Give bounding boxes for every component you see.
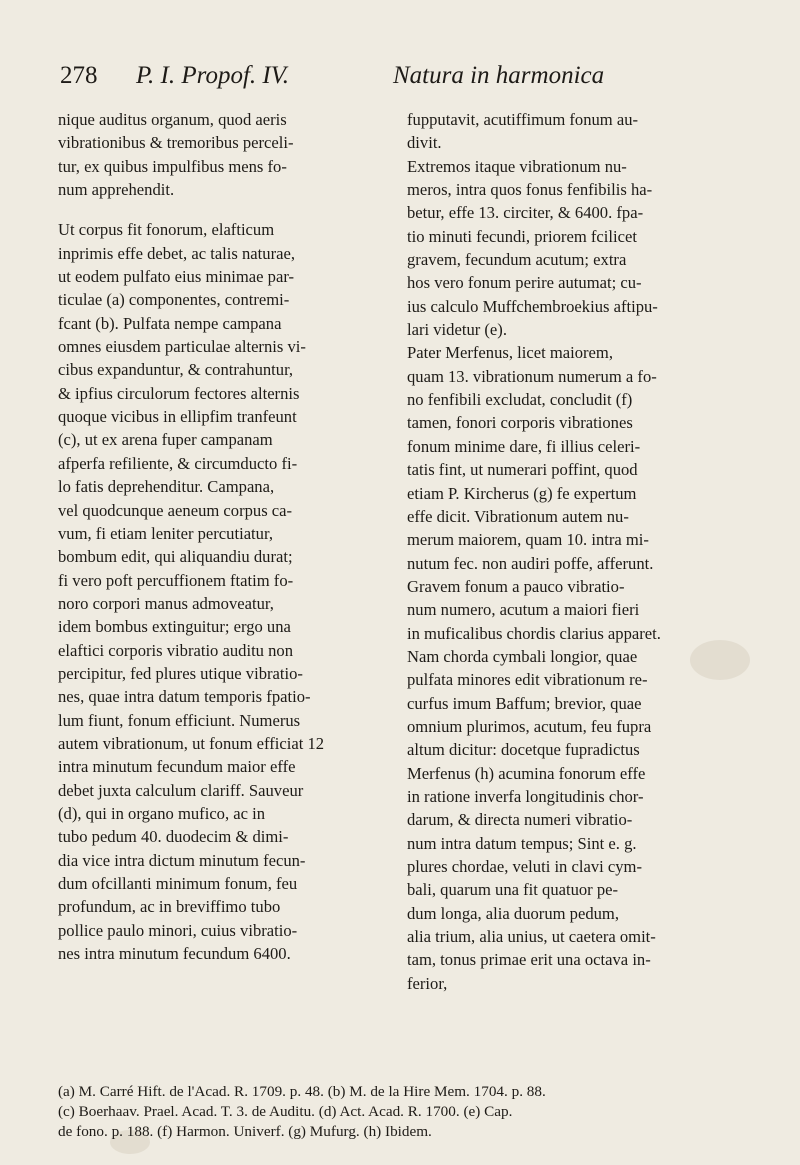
text-line: alia trium, alia unius, ut caetera omit- (407, 927, 656, 947)
text-line: Extremos itaque vibrationum nu- (407, 156, 627, 176)
text-line: in muficalibus chordis clarius apparet. (407, 623, 661, 643)
header-left-title: P. I. Propof. IV. (136, 62, 290, 89)
paragraph-gap (58, 201, 398, 218)
text-line: hos vero fonum perire autumat; cu- (407, 273, 642, 293)
text-line: afperfa refiliente, & circumducto fi- (58, 453, 298, 473)
text-line: (d), qui in organo mufico, ac in (58, 803, 266, 823)
text-line: lo fatis deprehenditur. Campana, (58, 477, 275, 497)
text-line: tam, tonus primae erit una octava in- (407, 950, 651, 970)
right-column (407, 108, 743, 995)
text-line: nutum fec. non audiri poffe, afferunt. (407, 553, 654, 573)
text-line: plures chordae, veluti in clavi cym- (407, 857, 642, 876)
text-line: meros, intra quos fonus fenfibilis ha- (407, 180, 653, 200)
text-line: divit. (407, 133, 442, 153)
text-line: ticulae (a) componentes, contremi- (58, 290, 290, 310)
text-line: noro corpori manus admoveatur, (58, 593, 274, 613)
text-line: cibus expanduntur, & contrahuntur, (58, 360, 294, 380)
text-line: omnes eiusdem particulae alternis vi- (58, 337, 306, 357)
text-line: bombum edit, qui aliquandiu durat; (58, 547, 293, 567)
text-line: dum longa, alia duorum pedum, (407, 903, 619, 923)
text-line: tur, ex quibus impulfibus mens fo- (58, 156, 287, 176)
text-line: fupputavit, acutiffimum fonum au- (407, 110, 639, 129)
text-line: bali, quarum una fit quatuor pe- (407, 880, 619, 900)
text-line: curfus imum Baffum; brevior, quae (407, 693, 642, 713)
header-right-title: Natura in harmonica (393, 62, 605, 89)
footnote-line: (c) Boerhaav. Prael. Acad. T. 3. de Auditu. (d) Act. Acad. R. 1700. (e) Cap. (58, 1103, 513, 1120)
text-line: debet juxta calculum clariff. Sauveur (58, 780, 304, 800)
text-line: num numero, acutum a maiori fieri (407, 600, 640, 620)
text-line: nes intra minutum fecundum 6400. (58, 944, 291, 964)
text-line: ut eodem pulfato eius minimae par- (58, 267, 295, 287)
text-line: etiam P. Kircherus (g) fe expertum (407, 483, 637, 503)
text-line: idem bombus extinguitur; ergo una (58, 617, 291, 637)
text-line: pulfata minores edit vibrationum re- (407, 670, 648, 690)
text-line: profundum, ac in breviffimo tubo (58, 897, 281, 917)
text-line: nique auditus organum, quod aeris (58, 110, 287, 129)
text-line: pollice paulo minori, cuius vibratio- (58, 920, 298, 940)
text-line: Nam chorda cymbali longior, quae (407, 646, 638, 666)
text-line: tamen, fonori corporis vibrationes (407, 413, 633, 433)
text-line: tio minuti fecundi, priorem fcilicet (407, 226, 637, 246)
text-line: dum ofcillanti minimum fonum, feu (58, 874, 298, 893)
text-line: Pater Merfenus, licet maiorem, (407, 343, 613, 363)
text-line: (c), ut ex arena fuper campanam (58, 430, 273, 450)
text-line: elaftici corporis vibratio auditu non (58, 640, 294, 660)
text-line: darum, & directa numeri vibratio- (407, 810, 633, 830)
text-line: num apprehendit. (58, 180, 175, 200)
footnotes (58, 1082, 778, 1142)
text-line: Gravem fonum a pauco vibratio- (407, 576, 625, 596)
text-line: omnium plurimos, acutum, feu fupra (407, 716, 652, 736)
text-line: quam 13. vibrationum numerum a fo- (407, 366, 657, 386)
text-line: fcant (b). Pulfata nempe campana (58, 313, 282, 333)
text-line: vum, fi etiam leniter percutiatur, (58, 523, 273, 543)
text-line: ferior, (407, 973, 448, 993)
text-line: num intra datum tempus; Sint e. g. (407, 833, 637, 853)
text-line: ius calculo Muffchembroekius aftipu- (407, 296, 658, 316)
text-line: tubo pedum 40. duodecim & dimi- (58, 827, 289, 847)
text-line: Merfenus (h) acumina fonorum effe (407, 763, 646, 783)
running-header (60, 62, 765, 94)
text-line: dia vice intra dictum minutum fecun- (58, 850, 306, 870)
text-line: effe dicit. Vibrationum autem nu- (407, 506, 629, 526)
text-line: & ipfius circulorum fectores alternis (58, 383, 300, 403)
text-line: betur, effe 13. circiter, & 6400. fpa- (407, 203, 644, 223)
text-line: lum fiunt, fonum efficiunt. Numerus (58, 710, 301, 730)
footnote-line: (a) M. Carré Hift. de l'Acad. R. 1709. p. 48. (b) M. de la Hire Mem. 1704. p. 88. (58, 1083, 546, 1100)
page-number: 278 (60, 62, 98, 89)
text-line: fonum minime dare, fi illius celeri- (407, 436, 641, 456)
text-line: Ut corpus fit fonorum, elafticum (58, 220, 275, 240)
footnote-line: de fono. p. 188. (f) Harmon. Univerf. (g) Mufurg. (h) Ibidem. (58, 1123, 432, 1140)
text-line: autem vibrationum, ut fonum efficiat 12 (58, 733, 325, 753)
text-line: intra minutum fecundum maior effe (58, 757, 296, 777)
text-line: fi vero poft percuffionem ftatim fo- (58, 570, 294, 590)
text-line: altum dicitur: docetque fupradictus (407, 740, 640, 760)
text-line: quoque vicibus in ellipfim tranfeunt (58, 407, 297, 427)
text-line: lari videtur (e). (407, 320, 507, 340)
text-line: no fenfibili excludat, concludit (f) (407, 390, 633, 410)
text-line: vel quodcunque aeneum corpus ca- (58, 500, 293, 520)
left-column (58, 108, 398, 965)
text-line: in ratione inverfa longitudinis chor- (407, 786, 644, 806)
text-line: merum maiorem, quam 10. intra mi- (407, 530, 649, 550)
text-line: gravem, fecundum acutum; extra (407, 250, 627, 270)
text-line: tatis fint, ut numerari poffint, quod (407, 460, 638, 480)
text-line: nes, quae intra datum temporis fpatio- (58, 687, 311, 707)
text-line: vibrationibus & tremoribus perceli- (58, 133, 294, 153)
text-line: inprimis effe debet, ac talis naturae, (58, 243, 295, 263)
text-line: percipitur, fed plures utique vibratio- (58, 663, 303, 683)
